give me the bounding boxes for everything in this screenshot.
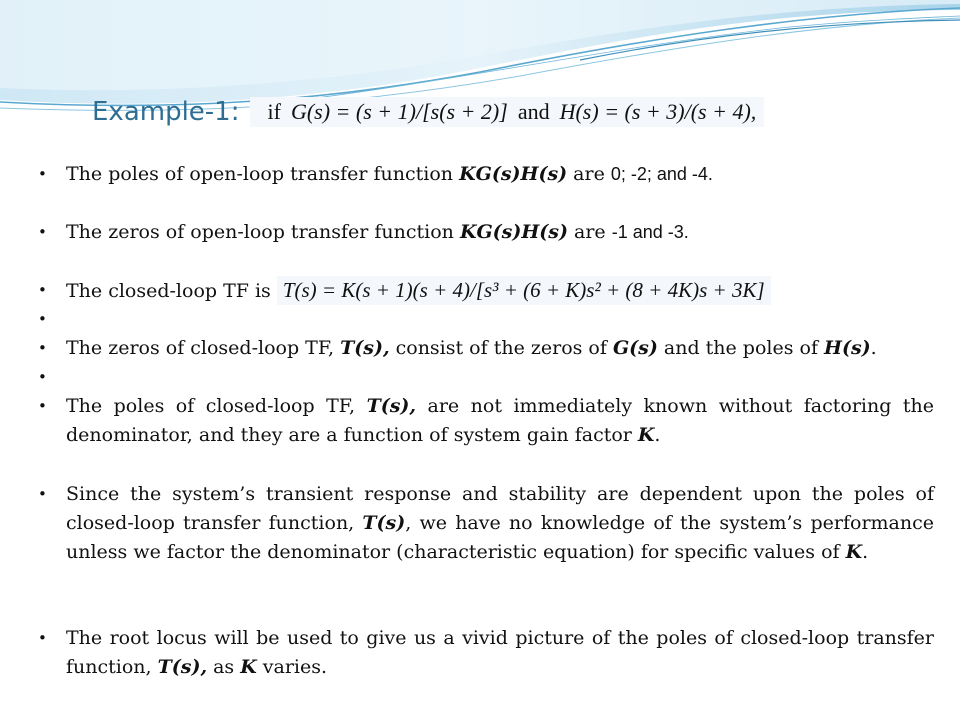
bullet-dot: •: [38, 485, 47, 503]
text: are not immediately known without factoring the denominator, and they are a function of system gain factor: [66, 395, 934, 446]
text: , we have no knowledge of the system’s performance unless we factor the denominator (characteristic equation) for specific values of: [66, 512, 934, 563]
bullet-dot: •: [38, 165, 47, 183]
text: are: [567, 221, 612, 243]
closed-loop-formula: T(s) = K(s + 1)(s + 4)/[s³ + (6 + K)s² + (8 + 4K)s + 3K]: [277, 276, 771, 305]
text: are: [567, 163, 611, 185]
bullet-empty: [38, 305, 934, 334]
math-g-definition: G(s) = (s + 1)/[s(s + 2)]: [290, 99, 508, 124]
pole-values: 0; -2; and -4.: [610, 164, 713, 184]
bullet-dot: •: [38, 368, 47, 386]
text: The root locus will be used to give us a vivid picture of the poles of closed-loop transfer function,: [66, 627, 934, 678]
bullet-dot: •: [38, 339, 47, 357]
text: .: [862, 541, 869, 563]
text: as: [207, 656, 241, 678]
g-term: G(s): [612, 337, 658, 359]
t-term: T(s),: [366, 395, 416, 417]
t-term: T(s),: [340, 337, 390, 359]
bullet-open-loop-zeros: [38, 218, 934, 247]
bullet-closed-loop-poles: [38, 392, 934, 450]
text: The zeros of closed-loop TF,: [66, 337, 341, 359]
bullet-closed-loop-tf: [38, 276, 934, 306]
function-term: KG(s)H(s): [459, 221, 568, 243]
bullet-empty: [38, 363, 934, 392]
text: .: [654, 424, 661, 446]
zero-values: -1 and -3.: [611, 222, 689, 242]
title-label: Example-1: [92, 97, 231, 127]
text: The closed-loop TF is: [66, 280, 271, 302]
t-term: T(s),: [157, 656, 208, 678]
t-term: T(s): [362, 512, 406, 534]
math-and: and: [517, 99, 550, 124]
bullet-open-loop-poles: [38, 160, 934, 189]
bullet-dot: •: [38, 397, 47, 415]
text: The poles of closed-loop TF,: [66, 395, 367, 417]
text: The zeros of open-loop transfer function: [66, 221, 460, 243]
bullet-dot: •: [38, 629, 47, 647]
text: .: [870, 337, 877, 359]
slide-title: [92, 92, 764, 132]
bullet-dot: •: [38, 310, 47, 328]
title-colon: :: [230, 97, 240, 127]
text: and the poles of: [657, 337, 825, 359]
function-term: KG(s)H(s): [459, 163, 568, 185]
math-h-definition: H(s) = (s + 3)/(s + 4),: [559, 99, 757, 124]
h-term: H(s): [824, 337, 871, 359]
bullet-dot: •: [38, 281, 47, 299]
text: consist of the zeros of: [389, 337, 613, 359]
text: The poles of open-loop transfer function: [66, 163, 460, 185]
bullet-transient-response: [38, 480, 934, 567]
k-term: K: [637, 424, 655, 446]
title-equation: [250, 97, 765, 127]
text: varies.: [256, 656, 328, 678]
k-term: K: [845, 541, 863, 563]
k-term: K: [240, 656, 257, 678]
bullet-dot: •: [38, 223, 47, 241]
math-if: if: [267, 99, 281, 124]
bullet-closed-loop-zeros: [38, 334, 934, 363]
text: Since the system’s transient response and stability are dependent upon the poles of closed-loop transfer function,: [66, 483, 934, 534]
bullet-root-locus: [38, 624, 934, 682]
